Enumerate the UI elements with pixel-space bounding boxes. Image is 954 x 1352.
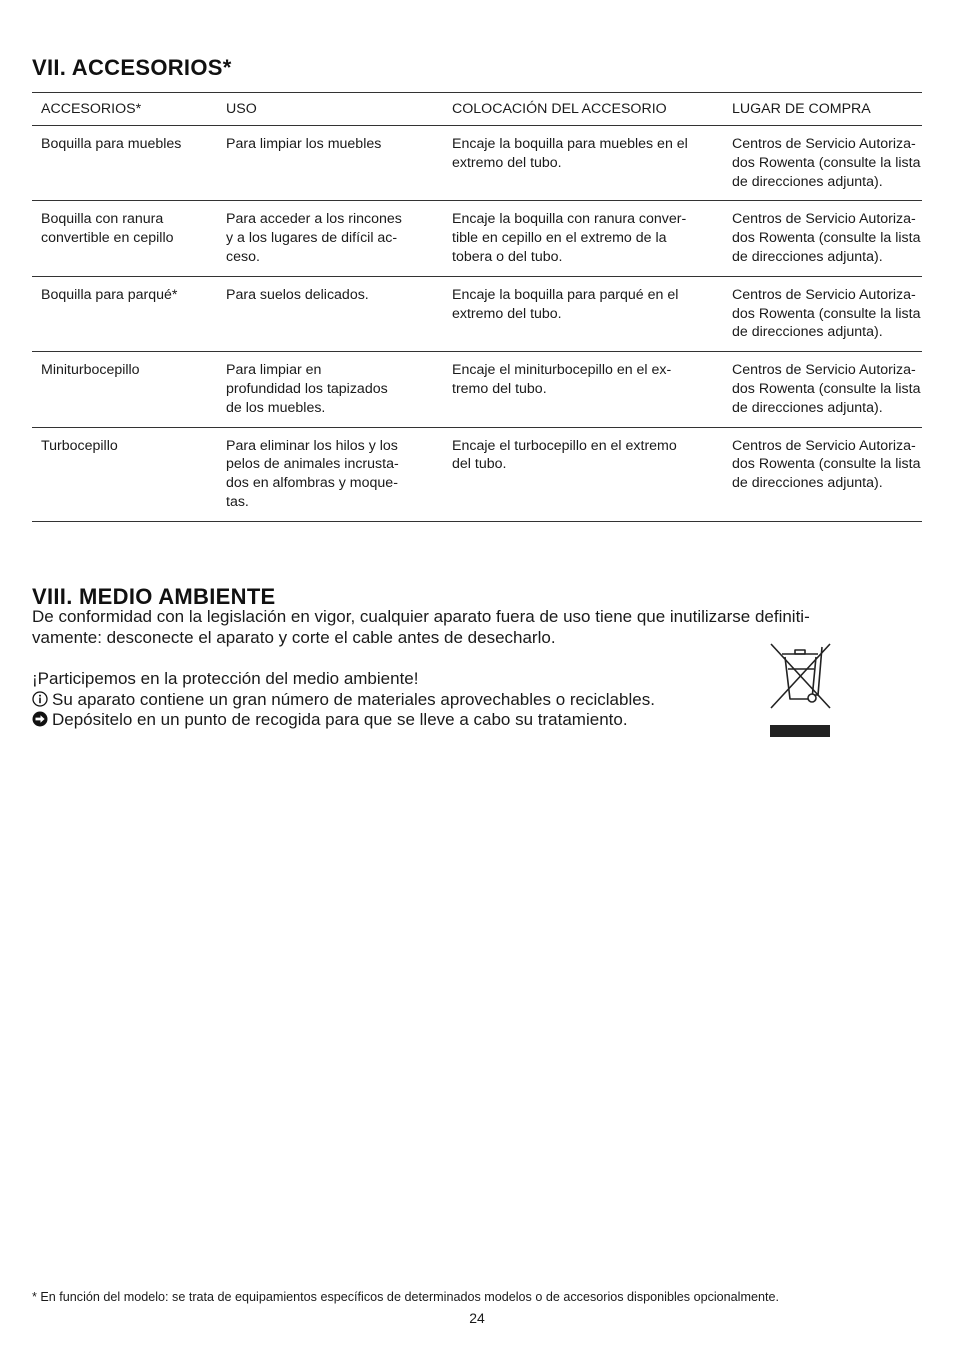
section-title-medio-ambiente: VIII. MEDIO AMBIENTE (32, 584, 276, 609)
cell-use (217, 201, 443, 276)
table-row (32, 201, 922, 276)
cell-line: de direcciones adjunta). (732, 324, 883, 341)
cell-line: extremo del tubo. (452, 154, 562, 171)
table-row (32, 276, 922, 351)
cell-line: de direcciones adjunta). (732, 475, 883, 492)
cell-line: dos en alfombras y moque- (226, 475, 398, 492)
cell-line: Boquilla para muebles (41, 136, 182, 152)
cell-use (217, 126, 443, 201)
column-header-accessory: ACCESORIOS* (32, 93, 217, 126)
cell-line: tremo del tubo. (452, 380, 547, 397)
cell-line: dos Rowenta (consulte la lista (732, 305, 921, 322)
cell-line: Centros de Servicio Autoriza- (732, 362, 916, 379)
table-row (32, 427, 922, 521)
cell-placement (443, 276, 723, 351)
cell-line: Turbocepillo (41, 437, 118, 454)
cell-accessory (32, 276, 217, 351)
cell-line: profundidad los tapizados (226, 380, 388, 397)
cell-use (217, 427, 443, 521)
cell-line: Centros de Servicio Autoriza- (732, 211, 916, 228)
cell-placement (443, 427, 723, 521)
cell-line: Encaje la boquilla con ranura conver- (452, 211, 687, 228)
cell-accessory (32, 352, 217, 427)
cell-line: del tubo. (452, 456, 507, 473)
cell-purchase (723, 352, 922, 427)
cell-line: de los muebles. (226, 399, 326, 416)
cell-line: Para acceder a los rincones (226, 211, 402, 228)
cell-line: tible en cepillo en el extremo de la (452, 230, 667, 247)
cell-placement (443, 352, 723, 427)
cell-line: Para limpiar en (226, 362, 322, 379)
info-line-text: Su aparato contiene un gran número de materiales aprovechables o reciclables. (52, 689, 655, 709)
cell-line: Boquilla con ranura (41, 211, 164, 228)
cell-line: convertible en cepillo (41, 230, 174, 247)
cell-accessory (32, 201, 217, 276)
environment-call: ¡Participemos en la protección del medio ambiente! (32, 669, 419, 688)
cell-line: pelos de animales incrusta- (226, 456, 399, 473)
cell-purchase (723, 427, 922, 521)
section-title-accesorios: VII. ACCESORIOS* (32, 55, 232, 80)
arrow-circle-icon (32, 711, 48, 727)
accessories-table (32, 92, 922, 522)
column-header-placement: COLOCACIÓN DEL ACCESORIO (443, 93, 723, 126)
cell-line: de direcciones adjunta). (732, 399, 883, 416)
paragraph-line: De conformidad con la legislación en vigor, cualquier aparato fuera de uso tiene que inutilizarse definiti- (32, 607, 810, 626)
cell-line: dos Rowenta (consulte la lista (732, 154, 921, 171)
cell-purchase (723, 201, 922, 276)
cell-line: Miniturbocepillo (41, 362, 140, 379)
table-header-row (32, 93, 922, 126)
cell-purchase (723, 276, 922, 351)
footnote: * En función del modelo: se trata de equipamientos específicos de determinados modelos o de accesorios disponibles opcionalmente. (32, 1290, 779, 1304)
cell-line: de direcciones adjunta). (732, 173, 883, 190)
cell-placement (443, 126, 723, 201)
cell-use (217, 276, 443, 351)
paragraph-line: vamente: desconecte el aparato y corte el cable antes de desecharlo. (32, 627, 556, 647)
cell-placement (443, 201, 723, 276)
cell-line: ceso. (226, 248, 260, 265)
column-header-purchase: LUGAR DE COMPRA (723, 93, 922, 126)
table-row (32, 352, 922, 427)
cell-line: tas. (226, 493, 249, 510)
cell-line: Para eliminar los hilos y los (226, 437, 398, 454)
crossed-out-wheelie-bin-icon (768, 641, 832, 739)
cell-line: dos Rowenta (consulte la lista (732, 380, 921, 397)
cell-line: de direcciones adjunta). (732, 248, 883, 265)
cell-line: tobera o del tubo. (452, 248, 563, 265)
table-row (32, 126, 922, 201)
cell-use (217, 352, 443, 427)
cell-line: Centros de Servicio Autoriza- (732, 136, 916, 152)
page-number: 24 (469, 1310, 485, 1326)
cell-line: Centros de Servicio Autoriza- (732, 437, 916, 454)
cell-line: dos Rowenta (consulte la lista (732, 230, 921, 247)
cell-accessory (32, 427, 217, 521)
info-circle-icon (32, 691, 48, 707)
cell-line: Encaje el miniturbocepillo en el ex- (452, 362, 672, 379)
cell-line: Encaje la boquilla para muebles en el (452, 136, 688, 152)
cell-accessory (32, 126, 217, 201)
cell-purchase (723, 126, 922, 201)
cell-line: dos Rowenta (consulte la lista (732, 456, 921, 473)
cell-line: y a los lugares de difícil ac- (226, 230, 398, 247)
cell-line: Encaje la boquilla para parqué en el (452, 286, 679, 303)
column-header-use: USO (217, 93, 443, 126)
cell-line: Encaje el turbocepillo en el extremo (452, 437, 677, 454)
cell-line: Para limpiar los muebles (226, 136, 382, 152)
cell-line: Para suelos delicados. (226, 286, 369, 303)
cell-line: Boquilla para parqué* (41, 286, 178, 303)
cell-line: Centros de Servicio Autoriza- (732, 286, 916, 303)
arrow-line-text: Depósitelo en un punto de recogida para que se lleve a cabo su tratamiento. (52, 710, 628, 729)
cell-line: extremo del tubo. (452, 305, 562, 322)
accessories-table-body (32, 126, 922, 522)
